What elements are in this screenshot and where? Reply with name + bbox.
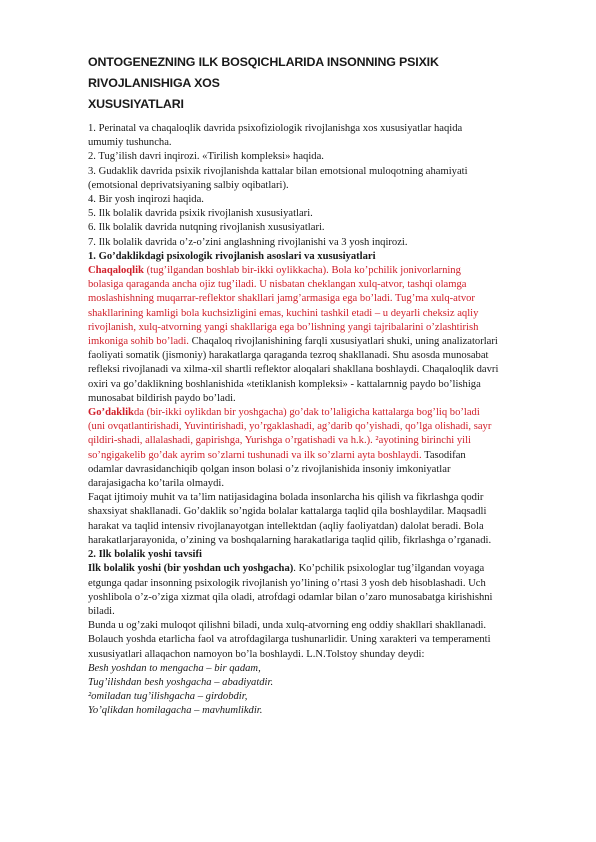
plan-line: 3. Gudaklik davrida psixik rivojlanishda kattalar bilan emotsional muloqotning ahamiyati [88, 165, 468, 177]
plan-line: 4. Bir yosh inqirozi haqida. [88, 194, 204, 206]
paragraph-line: etgunga qadar insonning psixologik rivojlanish yo’lining o’rtasi 3 yosh deb hisoblashadi. Uch [88, 577, 486, 589]
paragraph-line: harakatlarjarayonida, o’zining va boshqalarning harakatlariga taqlid qilib, fikrlashga o’rganadi. [88, 534, 492, 546]
chaqaloqlik-paragraph [88, 264, 534, 406]
tolstoy-quote [88, 662, 534, 719]
term-ilk-bolalik: Ilk bolalik yoshi (bir yoshdan uch yoshgacha) [88, 563, 294, 575]
paragraph-line: faoliyati somatik (jismoniy) harakatlarga qaraganda tezroq shakllanadi. Shu asosda munosabat [88, 350, 489, 362]
section-heading: 2. Ilk bolalik yoshi tavsifi [88, 549, 202, 561]
paragraph-line: refleksi rivojlanadi va xilma-xil shartli reflektor aloqalari shakllana boshlaydi. Chaqaloqlik davri [88, 364, 499, 376]
paragraph-line: Faqat ijtimoiy muhit va ta’lim natijasidagina bolada insonlarcha his qilish va fikrlashga qodir [88, 492, 484, 504]
plan-line: (emotsional deprivatsiyaning salbiy oqibatlari). [88, 179, 289, 191]
section-heading: 1. Go’daklikdagi psixologik rivojlanish asoslari va xususiyatlari [88, 250, 376, 262]
paragraph-line: odamlar davrasidanchiqib qolgan inson bolasi o’z rivojlanishida insoniy imkoniyatlar [88, 463, 451, 475]
document-body [88, 122, 534, 719]
paragraph-line: darajasigacha ko’tarila olmaydi. [88, 478, 224, 490]
paragraph-text: . Ko’pchilik psixologlar tug’ilgandan voyaga [293, 563, 485, 575]
paragraph-line: Bunda u og’zaki muloqot qilishni biladi, unda xulq-atvorning eng oddiy shakllari shakllanadi. [88, 620, 487, 632]
paragraph-line: rivojlanish, xulq-atvorning yangi shakllariga ega bo’lishning yangi tajribalarini o’zlashtirish [88, 321, 479, 333]
plan-line: 1. Perinatal va chaqaloqlik davrida psixofiziologik rivojlanishga xos xususiyatlar haqida [88, 123, 463, 134]
paragraph-line: (uni ovqatlantirishadi, Yuvintirishadi, yo’rgaklashadi, ag’darib qo’yishadi, qo’lga olishadi, sayr [88, 421, 492, 433]
paragraph-line: yoshlibola o’z-o’ziga xizmat qila oladi, atrofdagi odamlar bilan o’zaro munosabatga kirishishni [88, 591, 493, 603]
plan-line: 2. Tug’ilish davri inqirozi. «Tirilish kompleksi» haqida. [88, 151, 324, 163]
paragraph-line: shaxsiyat shakllanadi. Go’daklik so’ngida bolalar kattalarga taqlid qila boshlaydilar. Maqsadli [88, 506, 487, 518]
quote-line: ²omiladan tug’ilishgacha – girdobdir, [88, 691, 248, 703]
paragraph-text: (tug’ilgandan boshlab bir-ikki oylikkacha). Bola ko’pchilik jonivorlarning [143, 265, 461, 277]
paragraph-line: moslashishning muqarrar-reflektor shakllari jamg’armasiga ega bo’ladi. Tug’ma xulq-atvor [88, 293, 475, 305]
paragraph-line: harakat va taqlid intensiv rivojlanayotgan intellektdan (aqliy faoliyatdan) dalolat beradi. Bola [88, 520, 484, 532]
paragraph-text: Chaqaloq rivojlanishining farqli xususiyatlari shuki, uning analizatorlari [188, 336, 498, 348]
plan-line: umumiy tushuncha. [88, 137, 172, 149]
term-godaklik: Go’daklik [88, 407, 134, 419]
paragraph-line: biladi. [88, 605, 115, 617]
paragraph-line: shakllarining kamligi bola kuchsizligini emas, kuchini tashkil etadi – u deyarli cheksiz aqliy [88, 307, 479, 319]
quote-line: Besh yoshdan to mengacha – bir qadam, [88, 662, 261, 674]
paragraph-line: qildiri-shadi, allalashadi, gapirishga, Yurishga o’rgatishadi va h.k.). ²ayotining birinchi yili [88, 435, 472, 447]
godaklik-paragraph [88, 406, 534, 548]
ilk-bolalik-paragraph [88, 562, 534, 661]
quote-line: Tug’ilishdan besh yoshgacha – abadiyatdir. [88, 676, 274, 688]
title-line: XUSUSIYATLARI [88, 97, 184, 111]
paragraph-line: oxiri va go’daklikning boshlanishida «tetiklanish kompleksi» - kattalarnnig paydo bo’lishiga [88, 378, 481, 390]
plan-line: 5. Ilk bolalik davrida psixik rivojlanish xususiyatlari. [88, 208, 313, 220]
paragraph-text: imkoniga sohib bo’ladi. [88, 336, 189, 348]
plan-line: 7. Ilk bolalik davrida o’z-o’zini anglashning rivojlanishi va 3 yosh inqirozi. [88, 236, 408, 248]
paragraph-line: bolasiga qaraganda ancha ojiz tug’iladi. U nisbatan cheklangan xulq-atvor, tashqi olamga [88, 279, 467, 291]
paragraph-text: so’ngigakelib go’dak ayrim so’zlarni tushunadi va ilk so’zlarni ayta boshlaydi. [88, 449, 422, 461]
paragraph-line: munosabat bildirish paydo bo’ladi. [88, 392, 236, 404]
paragraph-line: Bolauch yoshda etarlicha faol va atrofdagilarga tushunarlidir. Uning xarakteri va temperamenti [88, 634, 491, 646]
term-chaqaloqlik: Chaqaloqlik [88, 265, 144, 277]
document-title [88, 52, 534, 115]
paragraph-text: da (bir-ikki oylikdan bir yoshgacha) go’dak to’laligicha kattalarga bog’liq bo’ladi [133, 407, 480, 419]
paragraph-line: xususiyatlari allaqachon namoyon bo’la boshlaydi. L.N.Tolstoy shunday deydi: [88, 648, 425, 660]
quote-line: Yo’qlikdan homilagacha – mavhumlikdir. [88, 705, 263, 717]
title-line: ONTOGENEZNING ILK BOSQICHLARIDA INSONNING PSIXIK RIVOJLANISHIGA XOS [88, 55, 439, 90]
plan-line: 6. Ilk bolalik davrida nutqning rivojlanish xususiyatlari. [88, 222, 325, 234]
paragraph-text: Tasodifan [421, 449, 466, 461]
plan-list [88, 122, 534, 250]
